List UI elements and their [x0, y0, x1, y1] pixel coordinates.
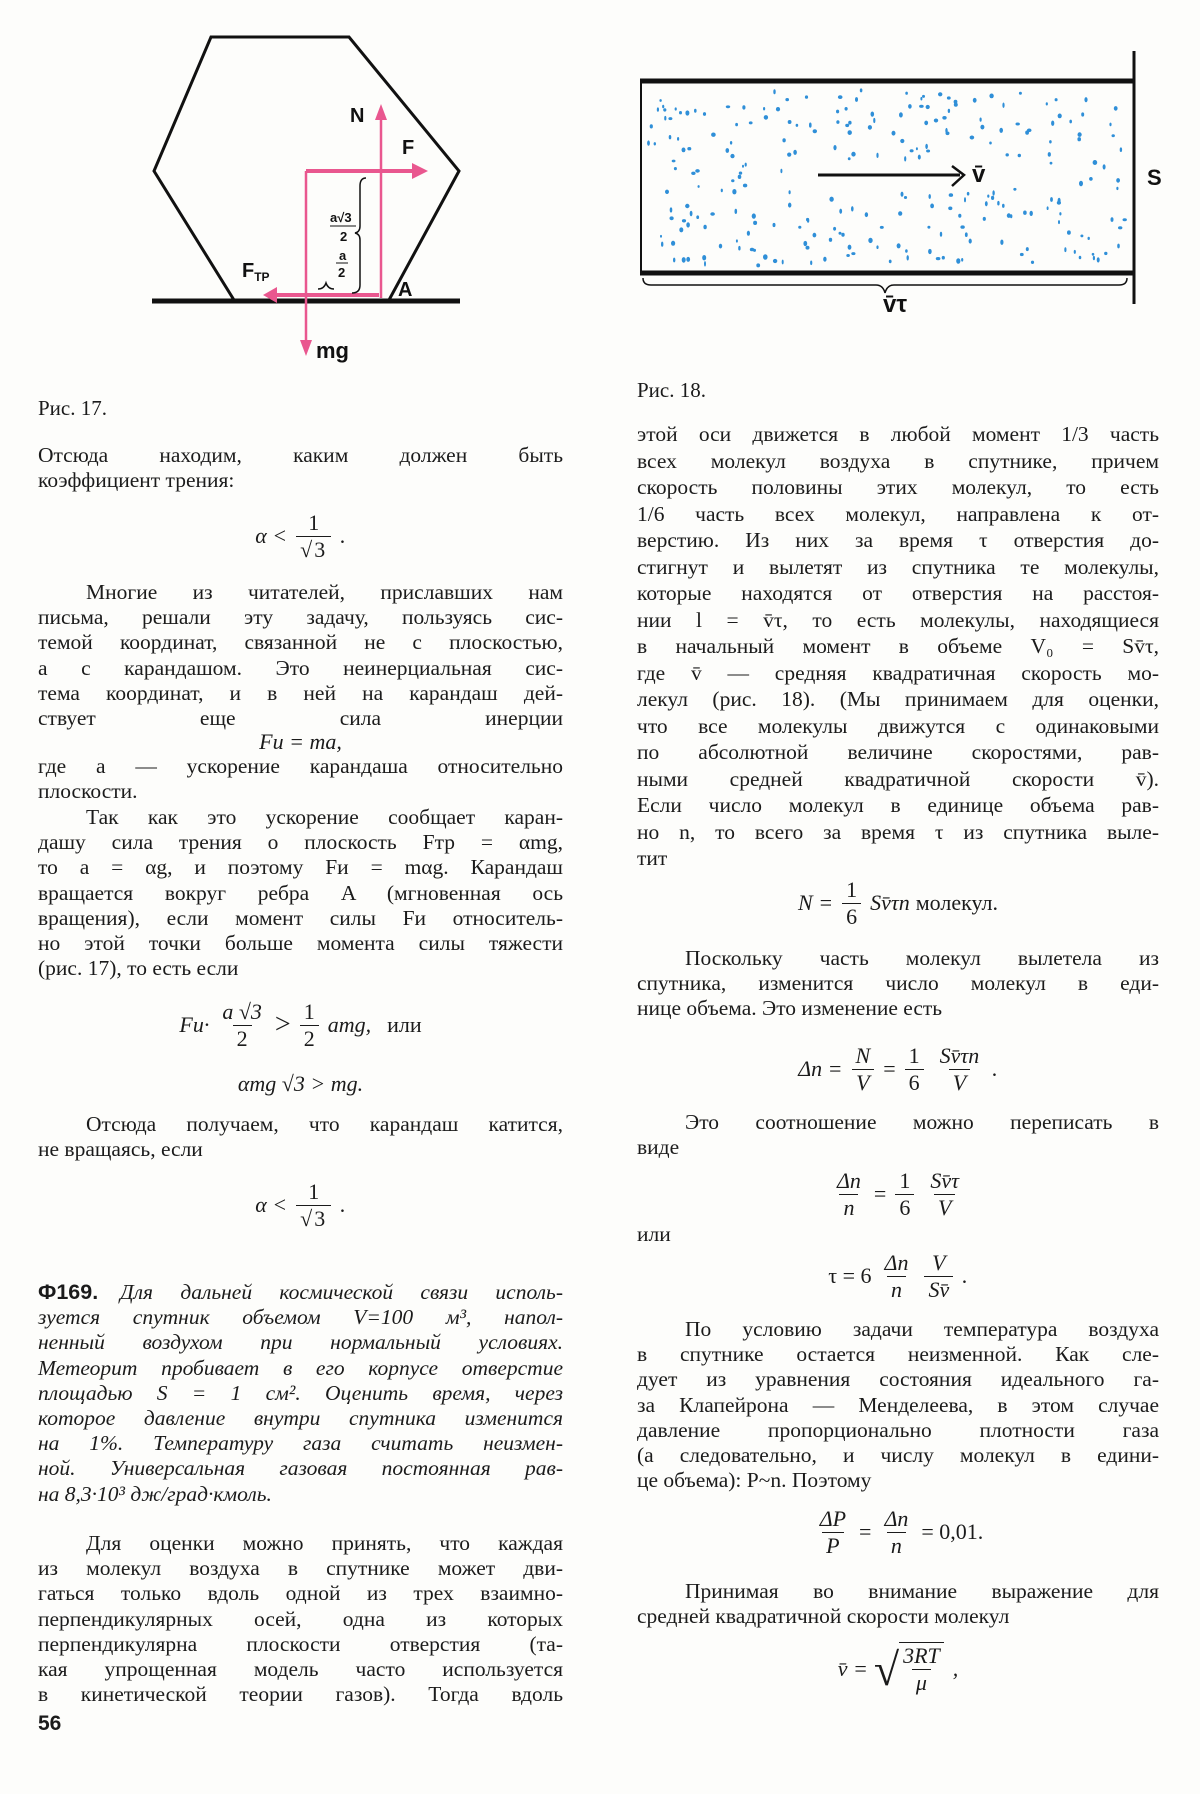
denominator: n [887, 1532, 906, 1559]
formula-pressure-change [637, 1502, 1159, 1562]
formula-lhs: τ = 6 [828, 1263, 872, 1288]
paragraph [38, 1531, 563, 1707]
text-line: гаться только вдоль одной из трех взаимно- [38, 1581, 563, 1606]
left-column [38, 0, 563, 1794]
text-line: Это соотношение можно переписать в [685, 1110, 1159, 1134]
formula-friction-condition [38, 503, 563, 569]
denominator [296, 536, 331, 563]
paragraph [637, 1110, 1159, 1160]
label-S: S [1147, 165, 1162, 190]
formula-lhs: Fи· [179, 1012, 210, 1037]
text-line: нии l = v̄τ, то есть молекулы, находящиеся [637, 607, 1159, 632]
numerator: 1 [308, 1178, 320, 1204]
text-line: тема координат, и в ней на карандаш дей- [38, 680, 563, 705]
text-line: в спутнике остается неизменной. Как сле- [637, 1342, 1159, 1367]
fraction [926, 1168, 963, 1221]
formula-inequality: αmg √3 > mg. [237, 1071, 364, 1096]
text-line: перпендикулярных осей, одна из которых [38, 1606, 563, 1631]
formula-lhs: α < [255, 523, 288, 548]
text-line: Для дальней космической связи исполь- [120, 1280, 563, 1304]
operator: = [873, 1181, 887, 1206]
text-line: ными средней квадратичной скорости v̄). [637, 766, 1159, 791]
root-sign: √ [300, 536, 313, 562]
problem-statement [38, 1280, 563, 1507]
text-line: давление пропорционально плотности газа [637, 1417, 1159, 1442]
numerator: Δn [884, 1249, 909, 1275]
page-number: 56 [38, 1712, 62, 1735]
numerator: a √3 [222, 998, 262, 1024]
label-v: v̄ [972, 161, 986, 188]
formula-N [637, 872, 1159, 934]
text-line: средней квадратичной скорости молекул [637, 1604, 1010, 1629]
paragraph [38, 754, 563, 804]
fraction [296, 510, 331, 563]
denominator: 6 [842, 903, 861, 930]
fraction [300, 999, 319, 1052]
radicand: 3 [314, 1205, 326, 1231]
formula-end: . [340, 523, 346, 548]
formula-rolling-condition [38, 1172, 563, 1238]
text-line: Для оценки можно принять, что каждая [86, 1531, 563, 1555]
denominator: n [887, 1276, 906, 1303]
fraction [880, 1506, 912, 1559]
text-line: всех молекул воздуха в спутнике, причем [637, 448, 1159, 473]
text-line: дашу сила трения о плоскость Fтр = αmg, [38, 830, 563, 855]
paragraph [38, 1112, 563, 1162]
fraction [296, 1179, 331, 1232]
text-line: Поскольку часть молекул вылетела из [685, 946, 1159, 970]
label-height-numerator: a√3 [330, 210, 352, 225]
formula-inertia: Fи = ma, [259, 728, 342, 754]
denominator: 2 [233, 1025, 252, 1052]
right-column [637, 0, 1159, 1794]
label-F: F [402, 137, 415, 159]
text-line: Метеорит пробивает в его корпусе отверстие [38, 1355, 563, 1380]
text-line: кая упрощенная модель часто используется [38, 1656, 563, 1681]
text-line: (рис. 17), то есть если [38, 956, 239, 981]
formula-word: молекул. [915, 890, 998, 915]
numerator: 1 [846, 876, 858, 902]
text-line: которые находятся от отверстия на расстоя- [637, 581, 1159, 605]
text-line: ной. Универсальная газовая постоянная рав- [38, 1456, 563, 1481]
label-half-denominator: 2 [338, 265, 346, 280]
numerator: Sv̄τn [939, 1042, 980, 1068]
text-line: в начальный момент в объеме V₀ = Sv̄τ, [637, 634, 1159, 658]
text-line: ненный воздухом при нормальный условиях. [38, 1330, 563, 1355]
text-line: скорость половины этих молекул, то есть [637, 475, 1159, 499]
label-mg: mg [316, 338, 349, 363]
denominator: Sv̄ [924, 1276, 953, 1303]
fraction [852, 1043, 875, 1096]
fraction [816, 1506, 850, 1559]
formula-end: , [952, 1656, 959, 1681]
text-line: площадью S = 1 см². Оценить время, через [38, 1380, 563, 1405]
paragraph [38, 580, 563, 731]
formula-tau [637, 1244, 1159, 1308]
figure-18-caption: Рис. 18. [637, 378, 706, 402]
numerator: V [932, 1249, 946, 1275]
text-line: (а следовательно, и числу молекул в едини- [637, 1442, 1159, 1467]
label-A: A [398, 279, 413, 301]
text-line: вращения), если момент силы Fи относитель- [38, 905, 563, 930]
denominator: V [934, 1194, 955, 1221]
figure-17-caption: Рис. 17. [38, 396, 107, 420]
text-line: по абсолютной величине скоростями, рав- [637, 740, 1159, 764]
denominator: μ [912, 1669, 931, 1696]
text-line: Отсюда находим, каким должен быть [38, 443, 563, 467]
formula-word: или [387, 1012, 422, 1037]
numerator: 3RT [903, 1643, 940, 1668]
paragraph [637, 1317, 1159, 1493]
paragraph [637, 946, 1159, 1022]
operator: > [274, 1009, 291, 1040]
denominator: P [822, 1532, 843, 1559]
denominator: 6 [905, 1069, 924, 1096]
text-line: Многие из читателей, приславших нам [86, 580, 563, 604]
text-line: этой оси движется в любой момент 1/3 часть [637, 422, 1159, 446]
fraction [936, 1043, 984, 1096]
text-line: плоскости. [38, 779, 138, 804]
text-line: Принимая во внимание выражение для [685, 1579, 1159, 1603]
text-line: где v̄ — средняя квадратичная скорость мо- [637, 660, 1159, 685]
text-line: то a = αg, и поэтому Fи = mαg. Карандаш [38, 855, 563, 880]
formula-lhs: N = [798, 890, 834, 915]
text-line: Отсюда получаем, что карандаш катится, [86, 1112, 563, 1136]
text-line: зуется спутник объемом V=100 м³, напол- [38, 1305, 563, 1330]
text-line: це объема): P~n. Поэтому [637, 1468, 872, 1493]
text-line: темой координат, связанной не с плоскостью, [38, 630, 563, 655]
text-line: виде [637, 1135, 680, 1160]
numerator: 1 [899, 1167, 911, 1193]
text-line: в кинетической теории газов). Тогда вдоль [38, 1682, 563, 1707]
label-half-numerator: a [339, 248, 347, 263]
fraction [905, 1043, 924, 1096]
formula-rhs: Sv̄τn [870, 890, 910, 915]
label-v-tau: v̄τ [883, 291, 908, 318]
label-F-friction: $F_{ТР}$ [242, 260, 270, 284]
formula-lhs: α < [255, 1192, 288, 1217]
text-line: коэффициент трения: [38, 468, 235, 493]
formula-rhs: amg, [327, 1012, 372, 1037]
operator: = [883, 1056, 896, 1081]
root-sign: √ [873, 1643, 900, 1695]
text-line: которое давление внутри спутника изменится [38, 1405, 563, 1430]
text-line: ствует еще сила инерции [38, 705, 563, 730]
text-line: не вращаясь, если [38, 1137, 203, 1162]
numerator: Sv̄τ [930, 1167, 959, 1193]
fraction [833, 1168, 865, 1221]
denominator: 6 [895, 1194, 914, 1221]
denominator [296, 1205, 331, 1232]
text-line: нице объема. Это изменение есть [637, 996, 943, 1021]
paragraph [637, 421, 1159, 872]
numerator: Δn [837, 1167, 861, 1193]
text-line: или [637, 1222, 671, 1246]
text-line: но этой точки больше момента силы тяжести [38, 930, 563, 955]
fraction [842, 877, 861, 930]
denominator: V [852, 1069, 873, 1096]
text-line: спутника, изменится число молекул в еди- [637, 971, 1159, 996]
fraction [899, 1642, 944, 1696]
text-line: По условию задачи температура воздуха [685, 1317, 1159, 1341]
text-line: где a — ускорение карандаша относительно [38, 754, 563, 778]
problem-number: Ф169. [38, 1280, 106, 1305]
formula-lhs: v̄ = [837, 1656, 868, 1681]
fraction [881, 1250, 913, 1303]
formula-moment [38, 993, 563, 1057]
text-line: вращается вокруг ребра A (мгновенная ось [38, 880, 563, 905]
fraction [924, 1250, 953, 1303]
text-line: 1/6 часть всех молекул, направлена к от- [637, 501, 1159, 526]
text-line: верстию. Из них за время τ отверстия до- [637, 528, 1159, 552]
text-line: но n, то всего за время τ из спутника выле- [637, 819, 1159, 844]
paragraph [38, 443, 563, 493]
text-line: лекул (рис. 18). (Мы принимаем для оценки, [637, 687, 1159, 711]
numerator: Δn [884, 1505, 909, 1531]
text-line: за Клапейрона — Менделеева, в этом случае [637, 1392, 1159, 1417]
formula-end: . [962, 1263, 968, 1288]
text-line: тит [637, 846, 668, 870]
operator: = [859, 1519, 872, 1544]
formula-lhs: Δn = [798, 1056, 843, 1081]
root-sign: √ [300, 1205, 313, 1231]
text-line: на 1%. Температуру газа считать неизмен- [38, 1431, 563, 1456]
numerator: 1 [908, 1042, 920, 1068]
numerator: 1 [303, 998, 315, 1024]
paragraph [38, 805, 563, 981]
formula-rhs: = 0,01. [921, 1519, 984, 1544]
formula-end: . [340, 1192, 346, 1217]
radicand: 3 [314, 536, 326, 562]
text-line: Так как это ускорение сообщает каран- [86, 805, 563, 829]
text-line: стигнут и вылетят из спутника те молекулы, [637, 554, 1159, 579]
fraction [218, 999, 266, 1052]
text-line: что все молекулы движутся с одинаковыми [637, 713, 1159, 738]
denominator: n [839, 1194, 858, 1221]
paragraph [637, 1579, 1159, 1629]
fraction [895, 1168, 914, 1221]
formula-end: . [992, 1056, 998, 1081]
label-N: N [350, 105, 365, 127]
denominator: 2 [300, 1025, 319, 1052]
text-line: перпендикулярна плоскости отверстия (та- [38, 1631, 563, 1656]
numerator: ΔP [819, 1505, 847, 1531]
denominator: V [949, 1069, 970, 1096]
formula-relative-change [637, 1162, 1159, 1226]
text-line: из молекул воздуха в спутнике может дви- [38, 1556, 563, 1581]
label-height-denominator: 2 [340, 229, 348, 244]
text-line: Если число молекул в единице объема рав- [637, 793, 1159, 817]
formula-rms-velocity [637, 1634, 1159, 1704]
text-line: дует из уравнения состояния идеального га- [637, 1367, 1159, 1392]
text-line: письма, решали эту задачу, пользуясь сис- [38, 605, 563, 630]
formula-delta-n [637, 1037, 1159, 1101]
numerator: 1 [308, 509, 320, 535]
text-line: на 8,3·10³ дж/град·кмоль. [38, 1481, 272, 1506]
numerator: N [855, 1042, 871, 1068]
text-line: а с карандашом. Это неинерциальная сис- [38, 655, 563, 680]
